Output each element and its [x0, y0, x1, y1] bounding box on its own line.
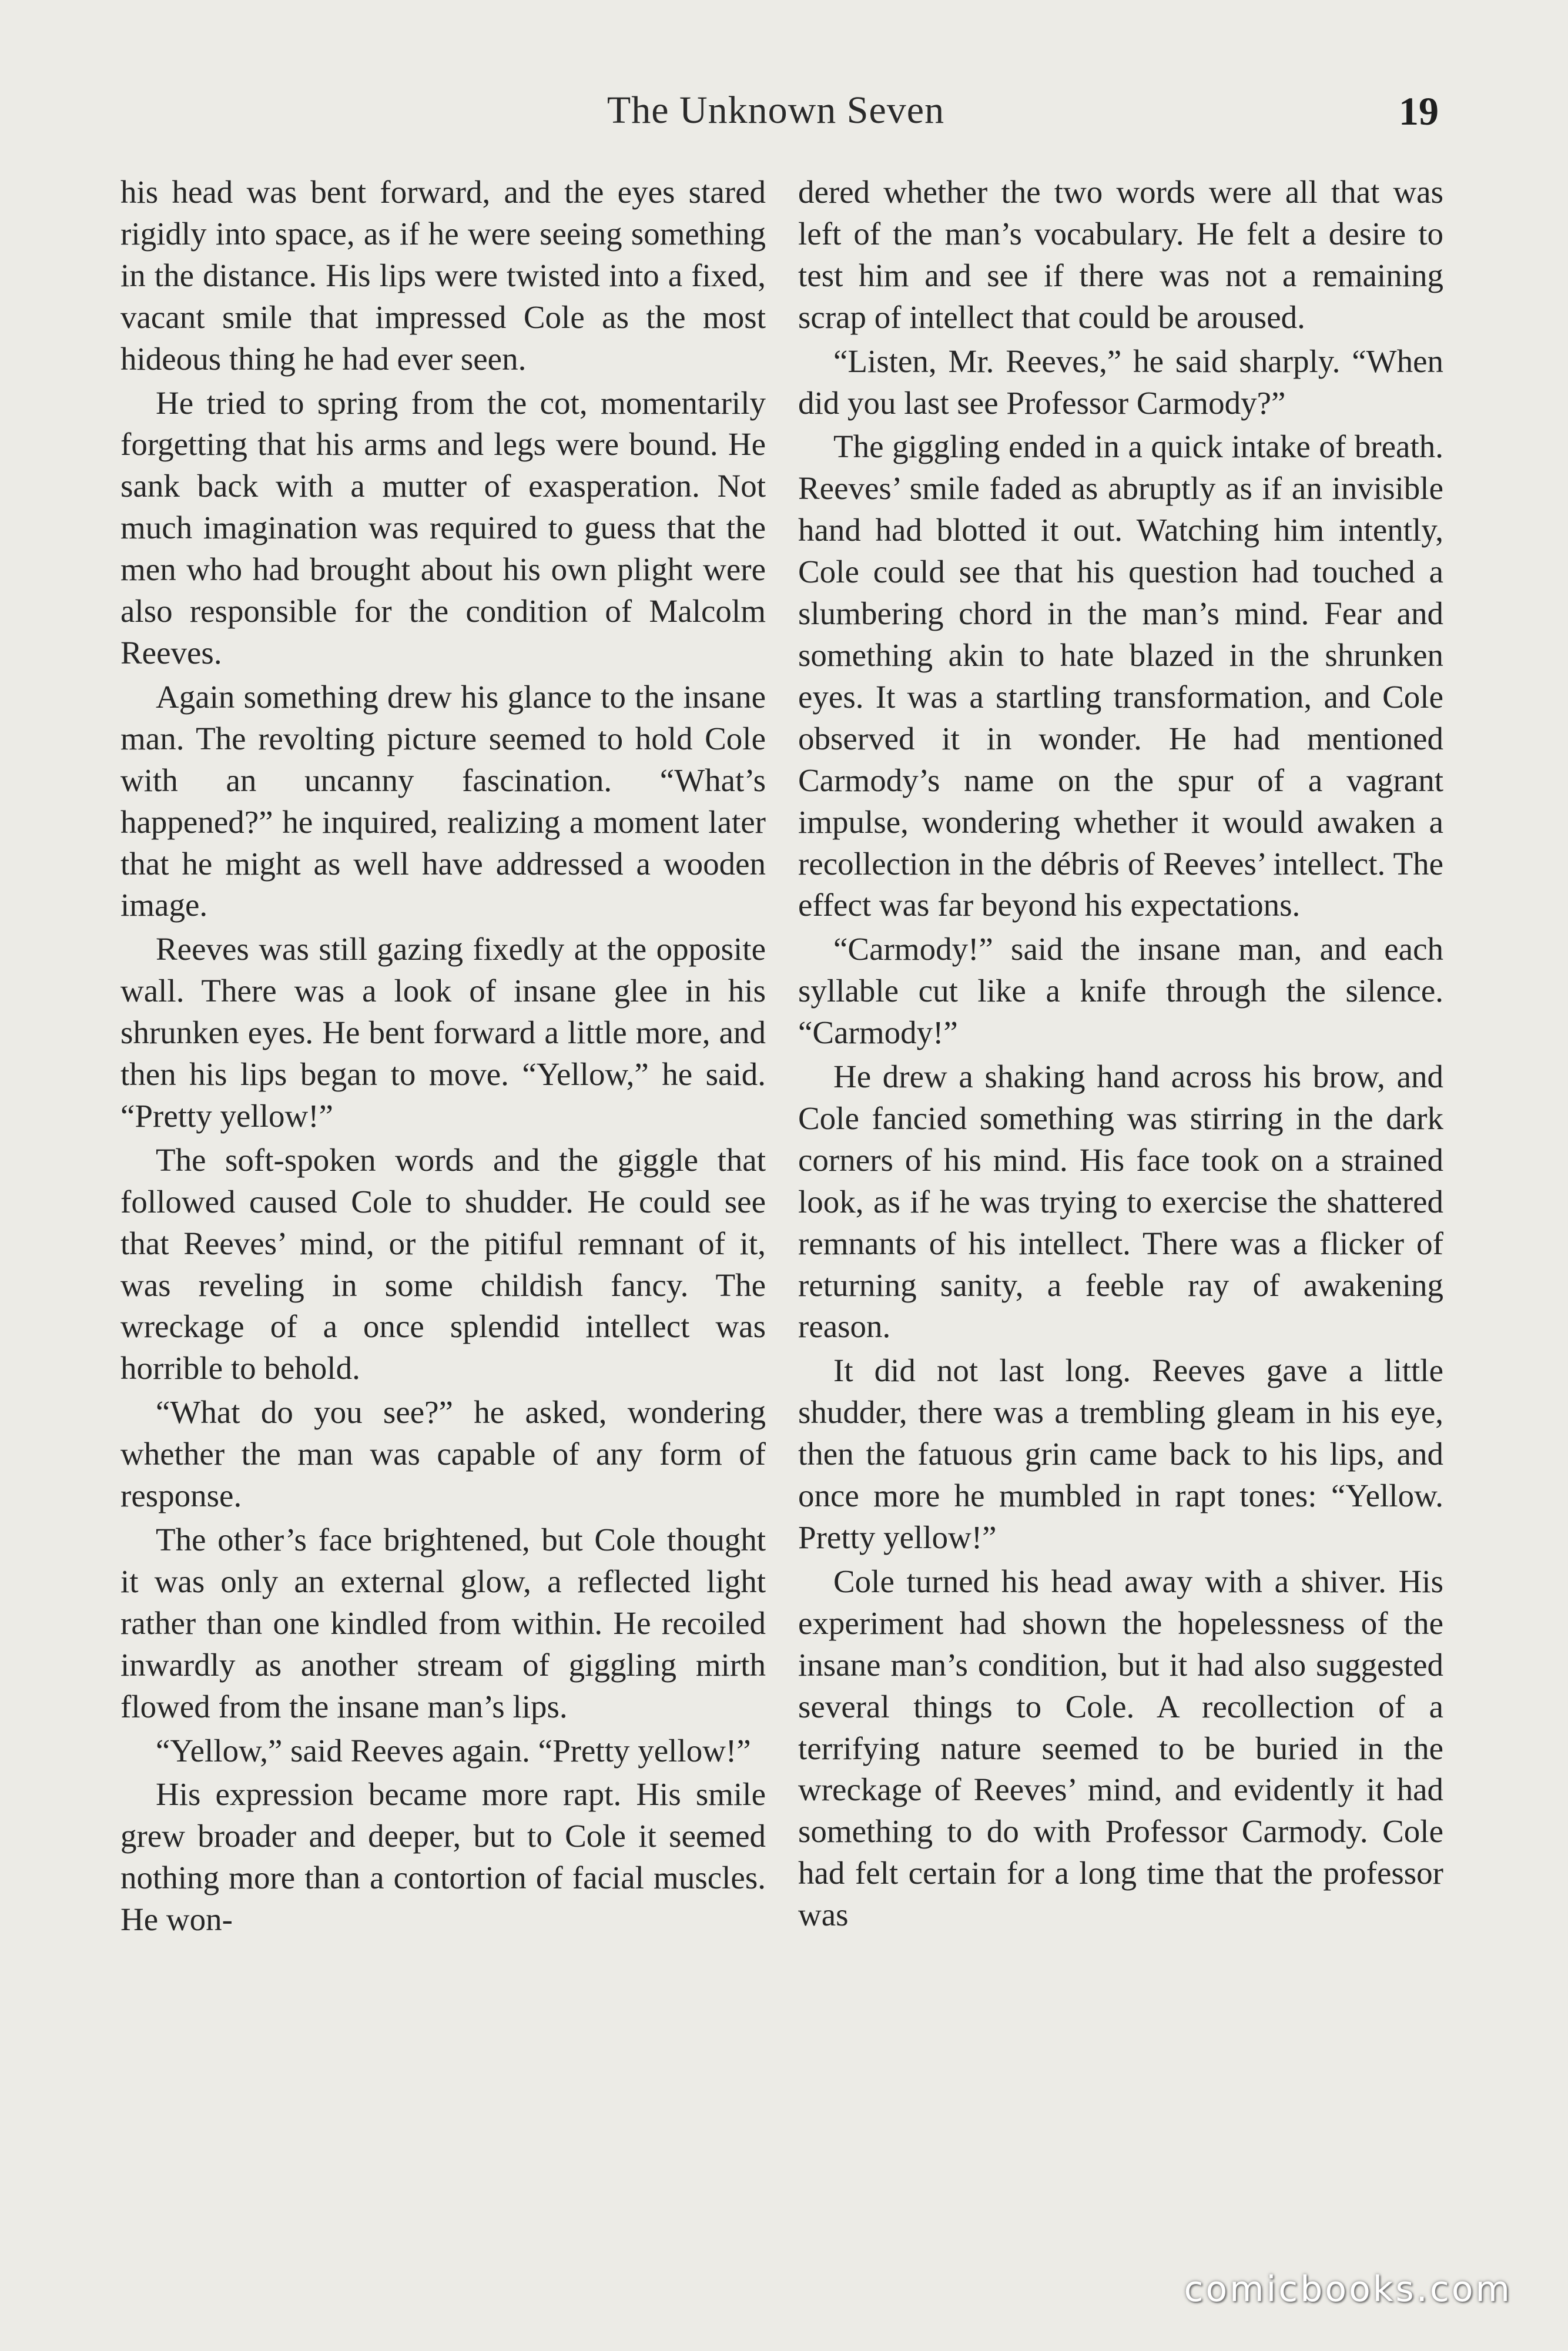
paragraph: Again something drew his glance to the insane man. The revolting picture seemed to hold Cole with an uncanny fascination. “What’s happened?” he inquired, realizing a moment later that he might as well have addressed a wooden image.	[120, 678, 766, 923]
paragraph: his head was bent forward, and the eyes stared rigidly into space, as if he were seeing something in the distance. His lips were twisted into a fixed, vacant smile that impressed Cole as the most hideous thing he had ever seen.	[120, 174, 766, 377]
running-title: The Unknown Seven	[607, 89, 945, 132]
left-column	[120, 172, 766, 1943]
paragraph: He tried to spring from the cot, momentarily forgetting that his arms and legs were bound. He sank back with a mutter of exasperation. Not much imagination was required to guess that the men who had brought about his own plight were also responsible for the condition of Malcolm Reeves.	[120, 384, 766, 671]
paragraph: His expression became more rapt. His smile grew broader and deeper, but to Cole it seemed nothing more than a contortion of facial muscles. He won-	[120, 1776, 766, 1938]
watermark: comicbooks.com	[1184, 2269, 1512, 2310]
paragraph: “Listen, Mr. Reeves,” he said sharply. “When did you last see Professor Carmody?”	[798, 343, 1443, 421]
paragraph: Cole turned his head away with a shiver. His experiment had shown the hopelessness of the insane man’s condition, but it had also suggested several things to Cole. A recollection of a terrifying nature seemed to be buried in the wreckage of Reeves’ mind, and evidently it had something to do with Professor Carmody. Cole had felt certain for a long time that the professor was	[798, 1563, 1443, 1933]
paragraph: dered whether the two words were all that was left of the man’s vocabulary. He felt a desire to test him and see if there was not a remaining scrap of intellect that could be aroused.	[798, 174, 1443, 335]
paragraph: The soft-spoken words and the giggle that followed caused Cole to shudder. He could see that Reeves’ mind, or the pitiful remnant of it, was reveling in some childish fancy. The wreckage of a once splendid intellect was horrible to behold.	[120, 1141, 766, 1387]
paragraph: It did not last long. Reeves gave a little shudder, there was a trembling gleam in his eye, then the fatuous grin came back to his lips, and once more he mumbled in rapt tones: “Yellow. Pretty yellow!”	[798, 1352, 1443, 1555]
paragraph: The giggling ended in a quick intake of breath. Reeves’ smile faded as abruptly as if an invisible hand had blotted it out. Watching him intently, Cole could see that his question had touched a slumbering chord in the man’s mind. Fear and something akin to hate blazed in the shrunken eyes. It was a startling transformation, and Cole observed it in wonder. He had mentioned Carmody’s name on the spur of a vagrant impulse, wondering whether it would awaken a recollection in the débris of Reeves’ intellect. The effect was far beyond his expectations.	[798, 428, 1443, 923]
paragraph: “Carmody!” said the insane man, and each syllable cut like a knife through the silence. “Carmody!”	[798, 931, 1443, 1051]
page-header	[0, 88, 1568, 141]
paragraph: “Yellow,” said Reeves again. “Pretty yellow!”	[156, 1732, 751, 1769]
page-number: 19	[1399, 89, 1439, 133]
right-column	[798, 172, 1443, 1938]
paragraph: He drew a shaking hand across his brow, and Cole fancied something was stirring in the dark corners of his mind. His face took on a strained look, as if he was trying to exercise the shattered remnants of his intellect. There was a flicker of returning sanity, a feeble ray of awakening reason.	[798, 1059, 1443, 1345]
paragraph: Reeves was still gazing fixedly at the opposite wall. There was a look of insane glee in his shrunken eyes. He bent forward a little more, and then his lips began to move. “Yellow,” he said. “Pretty yellow!”	[120, 931, 766, 1134]
paragraph: The other’s face brightened, but Cole thought it was only an external glow, a reflected light rather than one kindled from within. He recoiled inwardly as another stream of giggling mirth flowed from the insane man’s lips.	[120, 1522, 766, 1724]
paragraph: “What do you see?” he asked, wondering whether the man was capable of any form of response.	[120, 1394, 766, 1514]
